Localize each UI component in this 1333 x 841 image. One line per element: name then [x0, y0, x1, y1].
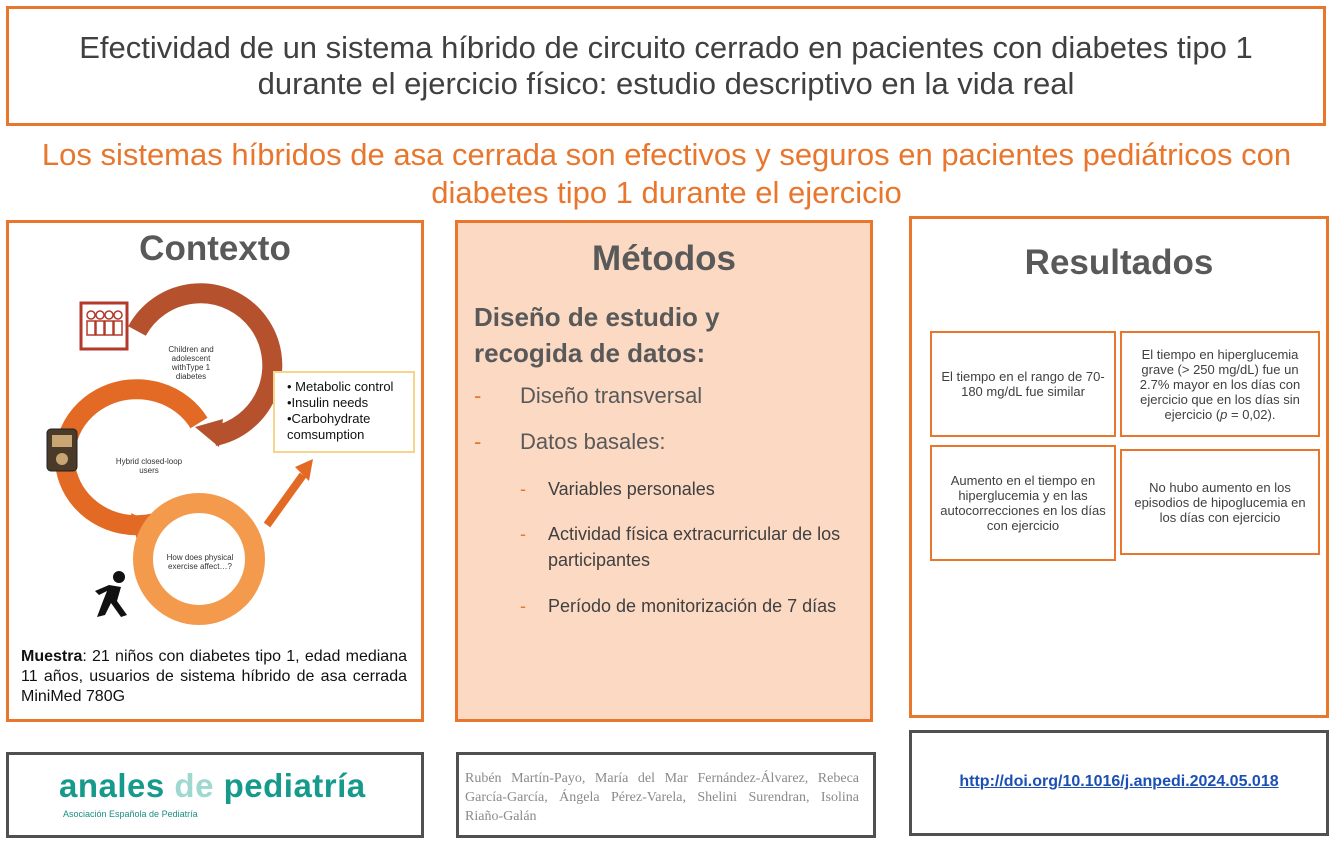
metodos-subitem: - Período de monitorización de 7 días	[520, 596, 837, 616]
doi-link[interactable]: http://doi.org/10.1016/j.anpedi.2024.05.018	[959, 773, 1279, 790]
resultados-panel	[909, 216, 1329, 718]
outcome-arrow	[267, 475, 303, 525]
muestra-text	[21, 647, 407, 707]
runner-icon	[95, 571, 127, 617]
authors-box	[456, 752, 876, 838]
poster-subtitle: Los sistemas híbridos de asa cerrada son efectivos y seguros en pacientes pediátricos con diabetes tipo 1 durante el ejercicio	[41, 137, 1292, 210]
outcome-item: • Metabolic control	[287, 379, 394, 394]
contexto-heading: Contexto	[139, 229, 291, 268]
outcome-item: •Insulin needs	[287, 395, 369, 410]
metodos-item: - Datos basales:	[474, 429, 666, 454]
journal-logo-subtitle: Asociación Española de Pediatría	[63, 809, 198, 819]
metodos-heading: Métodos	[592, 239, 736, 278]
step-hybrid-label: Hybrid closed-loop users	[115, 457, 183, 475]
contexto-panel	[6, 220, 424, 722]
metodos-subitem: - Variables personales	[520, 479, 715, 499]
outcome-item: •Carbohydrate comsumption	[287, 411, 371, 442]
journal-logo-box	[6, 752, 424, 838]
result-box-range: El tiempo en el rango de 70-180 mg/dL fue similar	[930, 331, 1116, 437]
outcomes-box	[273, 371, 415, 453]
result-box-hypoglycemia: No hubo aumento en los episodios de hipoglucemia en los días con ejercicio	[1120, 449, 1320, 555]
journal-logo: anales de pediatría	[59, 767, 366, 804]
insulin-pump-icon	[47, 429, 77, 471]
doi-box	[909, 730, 1329, 836]
arrow-top	[195, 419, 223, 447]
metodos-panel	[455, 220, 873, 722]
metodos-subheading: Diseño de estudio y recogida de datos:	[474, 302, 720, 368]
authors-text: Rubén Martín-Payo, María del Mar Fernández-Álvarez, Rebeca García-García, Ángela Pérez-Varela, Shelini Surendran, Isolina Riaño-Galán	[465, 771, 859, 824]
result-box-autocorrections: Aumento en el tiempo en hiperglucemia y en las autocorrecciones en los días con ejercicio	[930, 445, 1116, 561]
poster-title: Efectividad de un sistema híbrido de circuito cerrado en pacientes con diabetes tipo 1 durante el ejercicio físico: estudio descriptivo en la vida real	[6, 6, 1326, 126]
family-icon	[81, 303, 127, 349]
muestra-label: Muestra	[21, 648, 83, 665]
result-box-hyperglycemia: El tiempo en hiperglucemia grave (> 250 mg/dL) fue un 2.7% mayor en los días con ejercicio que en los días sin ejercicio (p = 0,02).	[1120, 331, 1320, 437]
step-children-label: Children and adolescent withType 1 diabetes	[168, 345, 214, 381]
resultados-heading: Resultados	[1024, 243, 1214, 282]
context-diagram	[9, 223, 427, 643]
muestra-body: : 21 niños con diabetes tipo 1, edad mediana 11 años, usuarios de sistema híbrido de asa cerrada MiniMed 780G	[21, 648, 407, 705]
metodos-subitem: - Actividad física extracurricular de los participantes	[520, 524, 841, 570]
metodos-item: - Diseño transversal	[474, 383, 703, 408]
step-exercise-label: How does physical exercise affect…?	[166, 553, 234, 571]
